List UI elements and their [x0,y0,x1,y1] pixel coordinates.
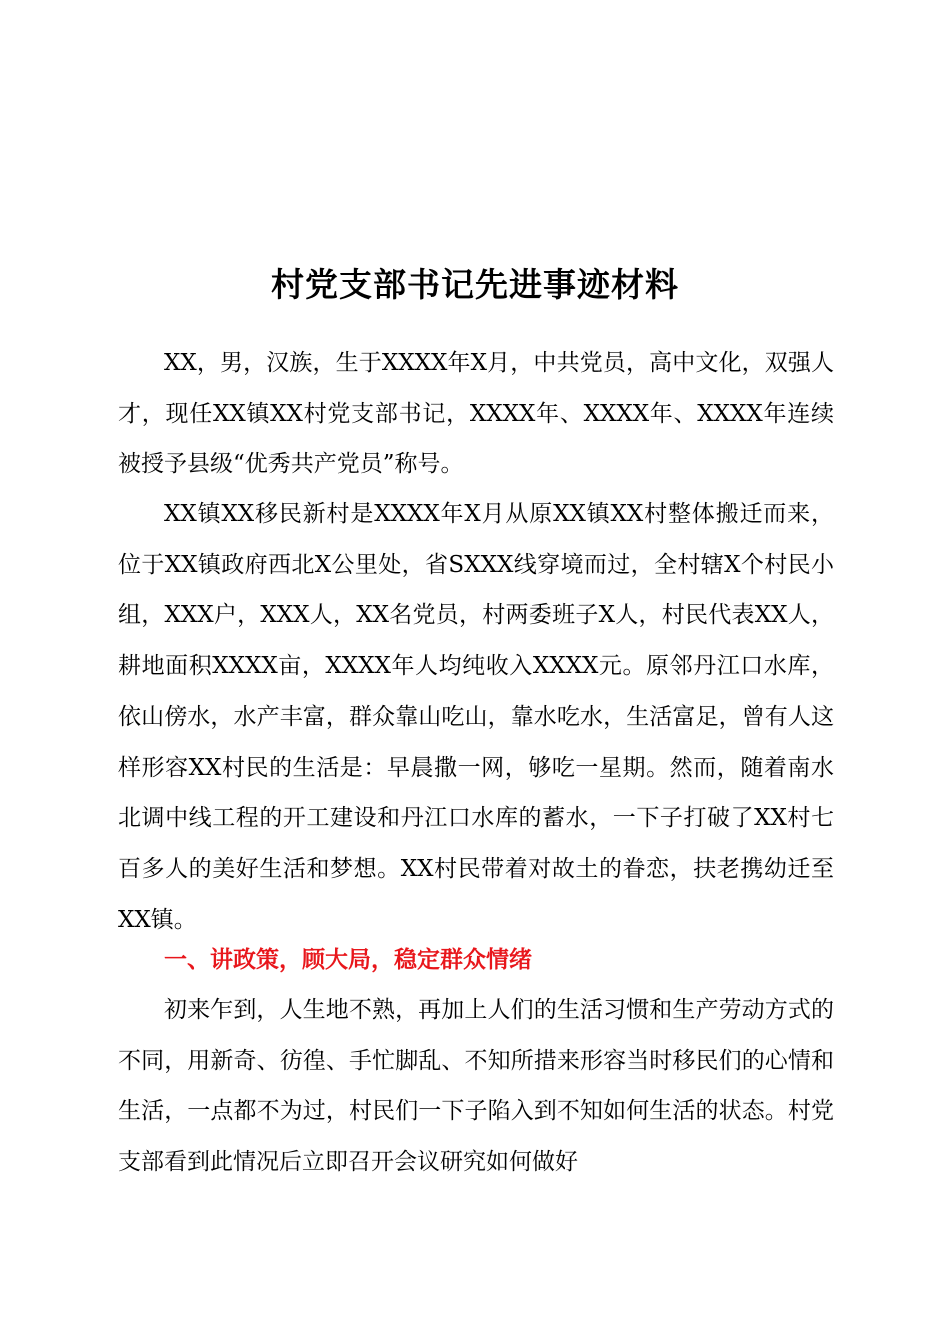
section-paragraph: 初来乍到，人生地不熟，再加上人们的生活习惯和生产劳动方式的不同，用新奇、彷徨、手忙脚乱、不知所措来形容当时移民们的心情和生活，一点都不为过，村民们一下子陷入到不知如何生活的状态。村党支部看到此情况后立即召开会议研究如何做好 [118,997,834,1176]
intro-paragraph: XX，男，汉族，生于XXXX年X月，中共党员，高中文化，双强人才，现任XX镇XX村党支部书记，XXXX年、XXXX年、XXXX年连续被授予县级“优秀共产党员”称号。 [118,350,834,478]
village-background-paragraph: XX镇XX移民新村是XXXX年X月从原XX镇XX村整体搬迁而来，位于XX镇政府西北X公里处，省SXXX线穿境而过，全村辖X个村民小组，XXX户，XXX人，XX名党员，村两委班子X人，村民代表XX人，耕地面积XXXX亩，XXXX年人均纯收入XXXX元。原邻丹江口水库，依山傍水，水产丰富，群众靠山吃山，靠水吃水，生活富足，曾有人这样形容XX村民的生活是：早晨撒一网，够吃一星期。然而，随着南水北调中线工程的开工建设和丹江口水库的蓄水，一下子打破了XX村七百多人的美好生活和梦想。XX村民带着对故土的眷恋，扶老携幼迁至XX镇。 [118,501,834,933]
document-title: 村党支部书记先进事迹材料 [271,265,679,304]
section-heading: 一、讲政策，顾大局，稳定群众情绪 [164,947,532,973]
